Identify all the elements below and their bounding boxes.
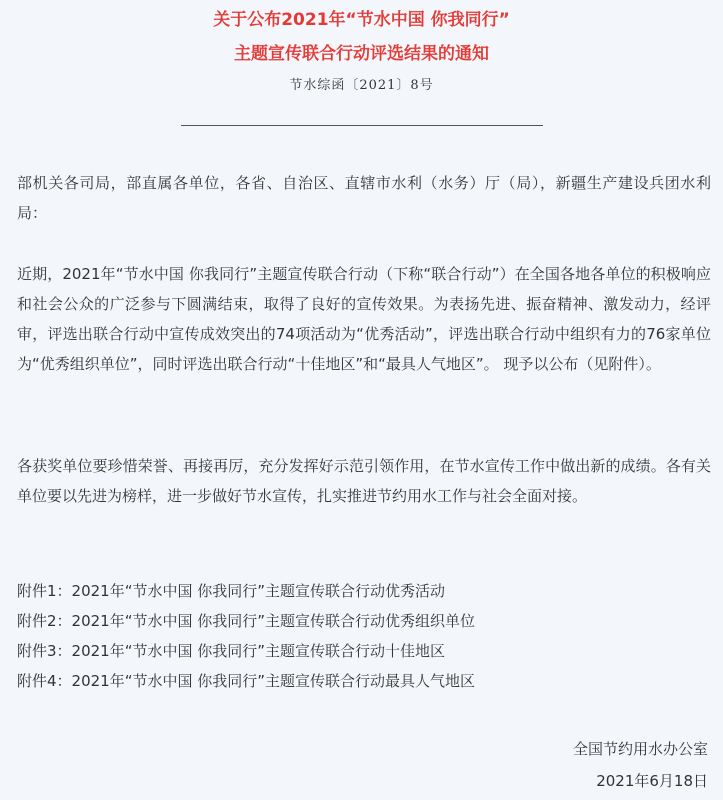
attachment-list (17, 576, 711, 696)
header-divider (181, 125, 543, 126)
title-line-1: 关于公布2021年“节水中国 你我同行” (213, 10, 510, 30)
attachment-item: 附件2：2021年“节水中国 你我同行”主题宣传联合行动优秀组织单位 (17, 612, 476, 630)
signature-date: 2021年6月18日 (596, 772, 708, 790)
document-number: 节水综函〔2021〕8号 (289, 78, 434, 93)
body-paragraph-2: 各获奖单位要珍惜荣誉、再接再厉，充分发挥好示范引领作用，在节水宣传工作中做出新的成绩。各有关单位要以先进为榜样，进一步做好节水宣传，扎实推进节约用水工作与社会全面对接。 (17, 457, 711, 505)
signature-organization: 全国节约用水办公室 (572, 740, 708, 758)
addressee-paragraph: 部机关各司局，部直属各单位，各省、自治区、直辖市水利（水务）厅（局），新疆生产建设兵团水利局： (17, 174, 711, 222)
attachment-item: 附件1：2021年“节水中国 你我同行”主题宣传联合行动优秀活动 (17, 582, 446, 600)
title-line-2: 主题宣传联合行动评选结果的通知 (234, 44, 489, 64)
attachment-item: 附件3：2021年“节水中国 你我同行”主题宣传联合行动十佳地区 (17, 642, 446, 660)
body-paragraph-1: 近期，2021年“节水中国 你我同行”主题宣传联合行动（下称“联合行动”）在全国各地各单位的积极响应和社会公众的广泛参与下圆满结束，取得了良好的宣传效果。为表扬先进、振奋精神、激发动力，经评审，评选出联合行动中宣传成效突出的74项活动为“优秀活动”，评选出联合行动中组织有力的76家单位为“优秀组织单位”，同时评选出联合行动“十佳地区”和“最具人气地区”。 现予以公布（见附件）。 (17, 265, 711, 373)
attachment-item: 附件4：2021年“节水中国 你我同行”主题宣传联合行动最具人气地区 (17, 672, 476, 690)
